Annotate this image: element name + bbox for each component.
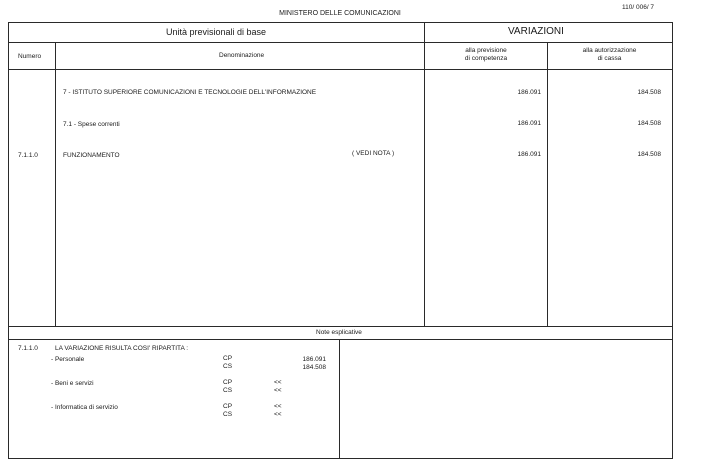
note-item-cs: CS [223, 387, 233, 394]
notes-intro: LA VARIAZIONE RISULTA COSI' RIPARTITA : [55, 345, 189, 352]
row-3-cassa: 184.508 [637, 151, 661, 158]
notes-code: 7.1.1.0 [18, 345, 38, 352]
main-table [8, 22, 673, 459]
note-item-label: - Informatica di servizio [51, 404, 118, 411]
row-2-denominazione: 7.1 - Spese correnti [63, 121, 120, 128]
row-2-cassa: 184.508 [637, 120, 661, 127]
row-1-cassa: 184.508 [637, 89, 661, 96]
note-item-cs: CS [223, 411, 233, 418]
note-item-cp-value: << [274, 379, 282, 386]
note-item-label: - Personale [51, 356, 85, 363]
col-competenza-line1: alla previsione [465, 47, 507, 54]
row-1-denominazione: 7 - ISTITUTO SUPERIORE COMUNICAZIONI E TECNOLOGIE DELL'INFORMAZIONE [63, 89, 317, 96]
ministry-title: MINISTERO DELLE COMUNICAZIONI [279, 10, 401, 17]
row-2-competenza: 186.091 [517, 120, 541, 127]
row-1-competenza: 186.091 [517, 89, 541, 96]
col-cassa-line1: alla autorizzazione [582, 47, 637, 54]
note-item-cs: CS [223, 363, 233, 370]
note-item-cs-value: << [274, 387, 282, 394]
col-denominazione: Denominazione [219, 52, 265, 59]
note-item-cp: CP [223, 403, 233, 410]
note-item-cp-value: << [274, 403, 282, 410]
notes-title: Note esplicative [316, 329, 362, 336]
row-3-denominazione: FUNZIONAMENTO [63, 152, 120, 159]
note-item-cs-value: << [274, 411, 282, 418]
note-item-label: - Beni e servizi [51, 380, 94, 387]
note-item-cp: CP [223, 355, 233, 362]
col-cassa-line2: di cassa [597, 55, 622, 62]
row-3-numero: 7.1.1.0 [18, 152, 38, 159]
variazioni-title: VARIAZIONI [508, 26, 564, 37]
upb-title: Unità previsionali di base [166, 27, 267, 37]
page-code: 110/ 006/ 7 [622, 4, 655, 11]
note-item-cs-value: 184.508 [302, 364, 326, 371]
row-3-competenza: 186.091 [517, 151, 541, 158]
note-item-cp: CP [223, 379, 233, 386]
note-item-cp-value: 186.091 [302, 356, 326, 363]
col-numero: Numero [18, 53, 42, 60]
col-competenza-line2: di competenza [464, 55, 508, 62]
row-3-nota: ( VEDI NOTA ) [352, 150, 395, 157]
